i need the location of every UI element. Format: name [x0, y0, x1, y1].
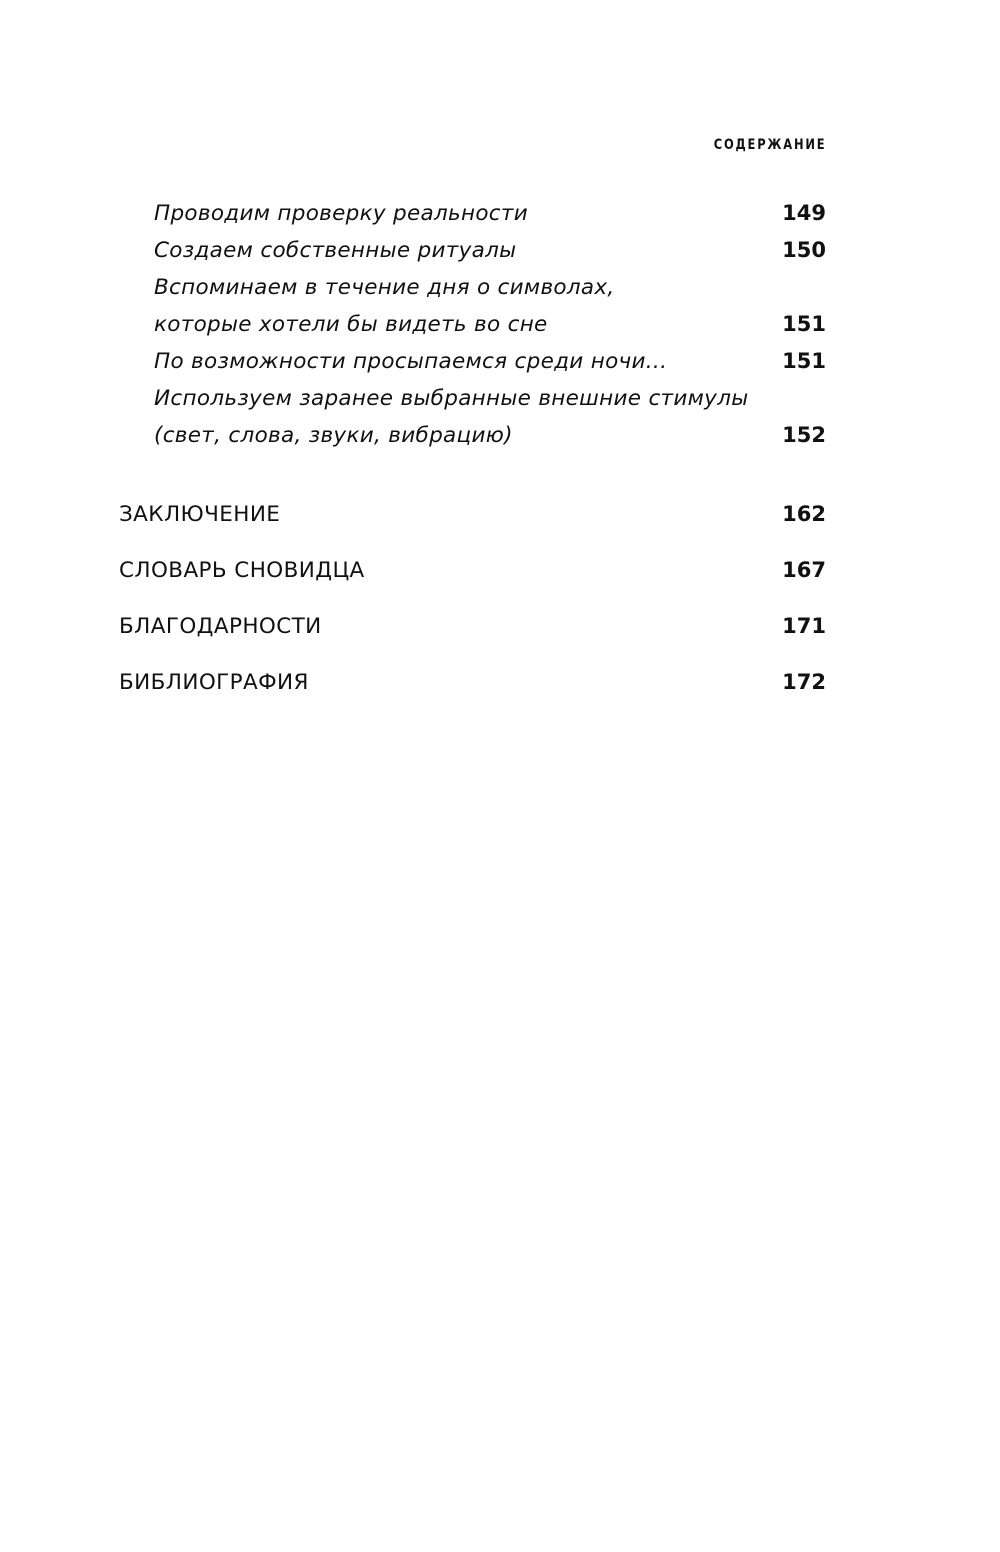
toc-main-list: [119, 486, 826, 710]
toc-subsection-list: [154, 195, 826, 454]
toc-entry-bibliography[interactable]: [119, 654, 826, 710]
toc-entry-title: [154, 232, 516, 269]
toc-entry-night-waking[interactable]: [154, 343, 826, 380]
toc-entry-title: БИБЛИОГРАФИЯ: [119, 669, 309, 695]
toc-entry-title-line: Используем заранее выбранные внешние стимулы: [154, 386, 749, 411]
toc-entry-title-line: Создаем собственные ритуалы: [154, 238, 517, 263]
toc-entry-rituals[interactable]: [154, 232, 826, 269]
toc-page-number: 149: [782, 201, 826, 225]
toc-entry-title-line: которые хотели бы видеть во сне: [154, 312, 548, 337]
toc-page-number: 162: [782, 502, 826, 526]
toc-entry-symbols[interactable]: [154, 269, 826, 343]
toc-entry-title-line: Проводим проверку реальности: [154, 201, 529, 226]
toc-entry-conclusion[interactable]: [119, 486, 826, 542]
toc-entry-title: СЛОВАРЬ СНОВИДЦА: [119, 557, 365, 583]
toc-entry-title: [154, 343, 667, 380]
toc-entry-title-line: (свет, слова, звуки, вибрацию): [154, 423, 513, 448]
toc-entry-title: ЗАКЛЮЧЕНИЕ: [119, 501, 281, 527]
toc-page-number: 151: [782, 312, 826, 336]
toc-entry-acknowledgements[interactable]: [119, 598, 826, 654]
toc-entry-title: [154, 380, 749, 454]
running-head: СОДЕРЖАНИЕ: [713, 137, 826, 153]
toc-entry-title-line: По возможности просыпаемся среди ночи...: [154, 349, 668, 374]
toc-page-number: 171: [782, 614, 826, 638]
toc-entry-title: [154, 195, 528, 232]
toc-page-number: 150: [782, 238, 826, 262]
toc-entry-title-line: Вспоминаем в течение дня о символах,: [154, 275, 615, 300]
toc-page-number: 151: [782, 349, 826, 373]
toc-entry-reality-check[interactable]: [154, 195, 826, 232]
toc-page-number: 172: [782, 670, 826, 694]
toc-entry-title: БЛАГОДАРНОСТИ: [119, 613, 322, 639]
toc-entry-dreamer-dictionary[interactable]: [119, 542, 826, 598]
toc-entry-external-stimuli[interactable]: [154, 380, 826, 454]
toc-page-number: 167: [782, 558, 826, 582]
toc-entry-title: [154, 269, 615, 343]
toc-page-number: 152: [782, 423, 826, 447]
